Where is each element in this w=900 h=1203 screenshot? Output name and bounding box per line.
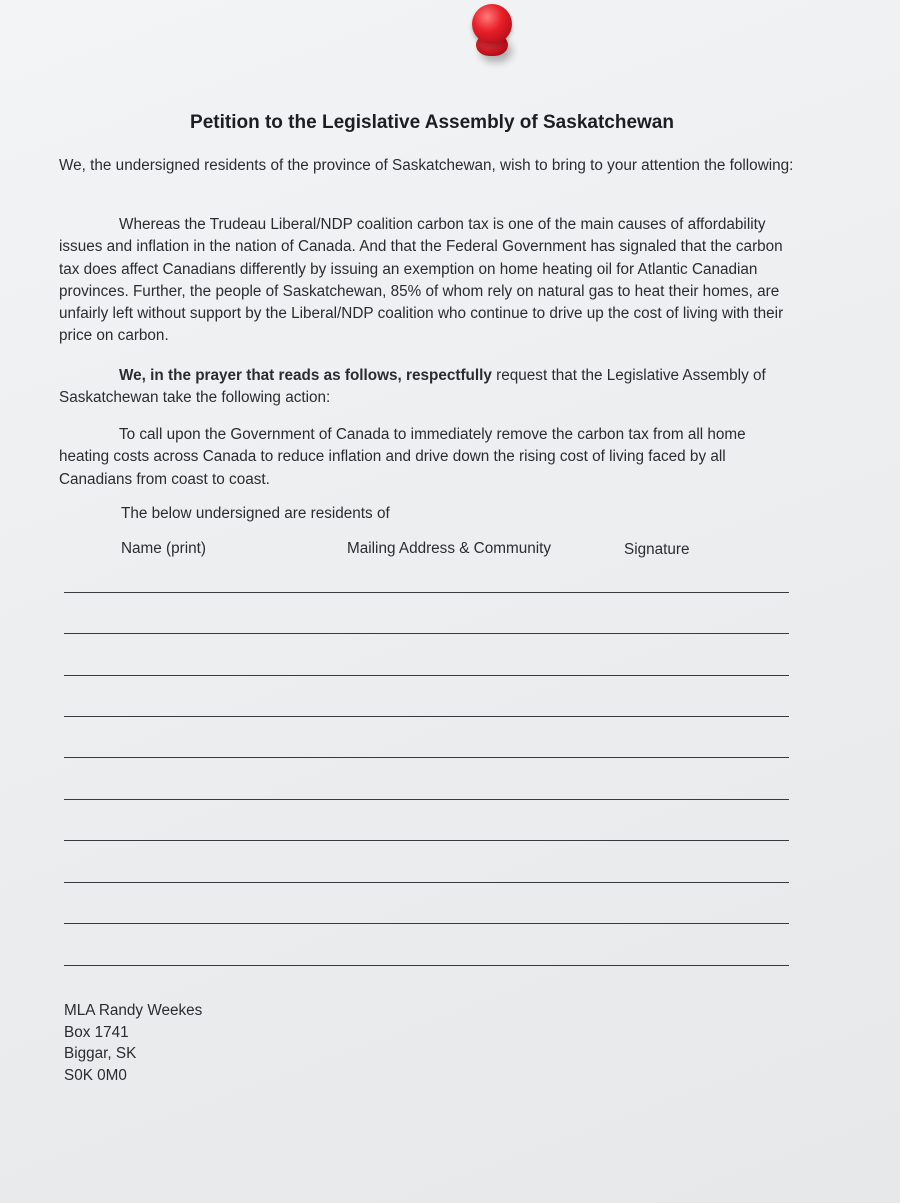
column-header-address: Mailing Address & Community: [347, 540, 552, 557]
action-paragraph: To call upon the Government of Canada to immediately remove the carbon tax from all home heating costs across Canada to reduce inflation and drive down the rising cost of living faced by all Canadians from coast to coast.: [59, 426, 746, 488]
signature-line[interactable]: [64, 757, 789, 758]
address-postal-code: S0K 0M0: [64, 1066, 127, 1084]
address-city: Biggar, SK: [64, 1045, 137, 1062]
signature-line[interactable]: [64, 675, 789, 676]
column-header-name: Name (print): [121, 540, 206, 557]
signature-line[interactable]: [64, 965, 789, 966]
whereas-paragraph: Whereas the Trudeau Liberal/NDP coalition carbon tax is one of the main causes of affordability issues and inflation in the nation of Canada. And that the Federal Government has signaled that the carbon tax does affect Canadians differently by issuing an exemption on home heating oil for Atlantic Canadian provinces. Further, the people of Saskatchewan, 85% of whom rely on natural gas to heat their homes, are unfairly left without support by the Liberal/NDP coalition who continue to drive up the cost of living with their price on carbon.: [59, 216, 784, 345]
address-name: MLA Randy Weekes: [64, 1002, 203, 1019]
signature-line[interactable]: [64, 633, 789, 634]
signature-line[interactable]: [64, 592, 789, 593]
push-pin-icon: [470, 4, 514, 62]
signature-line[interactable]: [64, 716, 789, 717]
address-box: Box 1741: [64, 1023, 129, 1041]
signature-line[interactable]: [64, 799, 789, 800]
return-address: [64, 1000, 202, 1086]
intro-paragraph: We, the undersigned residents of the province of Saskatchewan, wish to bring to your attention the following:: [59, 157, 794, 174]
column-header-signature: Signature: [624, 541, 690, 558]
signature-line[interactable]: [64, 923, 789, 924]
residents-line: The below undersigned are residents of: [121, 505, 390, 522]
prayer-text: request that the Legislative Assembly of Saskatchewan take the following action:: [59, 367, 766, 407]
signature-line[interactable]: [64, 882, 789, 883]
petition-title: Petition to the Legislative Assembly of Saskatchewan: [190, 112, 674, 133]
signature-line[interactable]: [64, 840, 789, 841]
prayer-paragraph: [59, 365, 799, 410]
prayer-bold-text: We, in the prayer that reads as follows, respectfully: [119, 367, 492, 384]
